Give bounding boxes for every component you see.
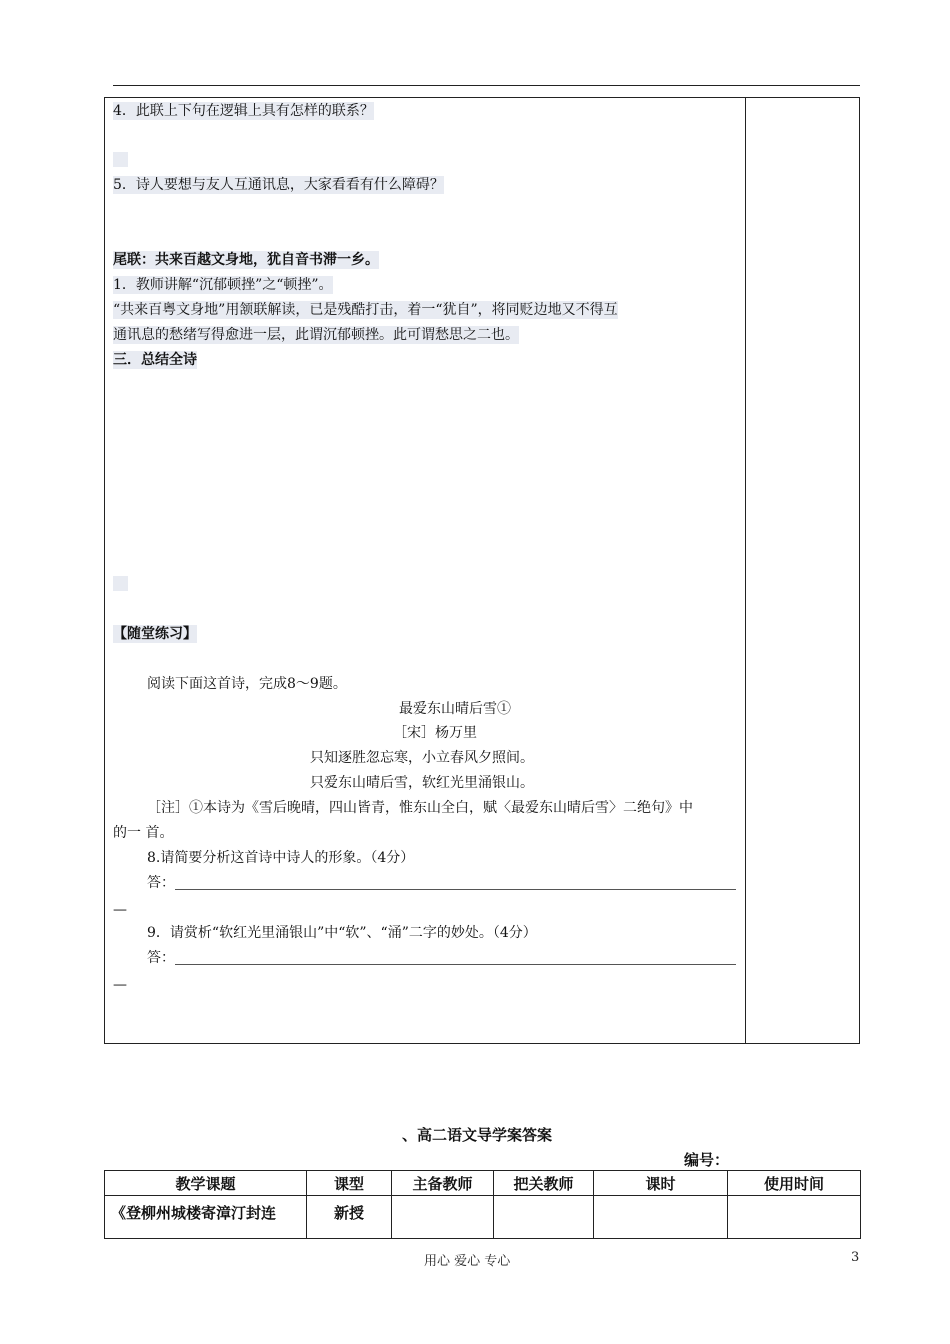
cell-type: 新授 <box>307 1196 392 1239</box>
answer-line-9[interactable] <box>175 964 736 965</box>
header-lead-teacher: 主备教师 <box>392 1171 494 1196</box>
footer-motto: 用心 爱心 专心 <box>424 1254 511 1269</box>
weilian-heading: 尾联：共来百越文身地，犹自音书滞一乡。 <box>113 252 379 268</box>
poem-note-2: 的一 首。 <box>113 825 174 841</box>
header-rule <box>113 85 860 86</box>
header-type: 课型 <box>307 1171 392 1196</box>
blank-marker <box>113 576 128 591</box>
poem-author: ［宋］杨万里 <box>393 725 477 741</box>
course-info-table <box>104 1170 861 1239</box>
weilian-item-1: 1．教师讲解“沉郁顿挫”之“顿挫”。 <box>113 277 333 293</box>
poem-line-1: 只知逐胜忽忘寒，小立春风夕照间。 <box>310 750 534 766</box>
column-divider <box>745 98 746 1043</box>
page-number: 3 <box>851 1250 860 1265</box>
poem-line-2: 只爱东山晴后雪，软红光里涌银山。 <box>310 775 534 791</box>
reading-instruction: 阅读下面这首诗，完成8～9题。 <box>147 676 347 692</box>
practice-heading: 【随堂练习】 <box>113 626 197 642</box>
weilian-text-1: “共来百粤文身地”用颔联解读，已是残酷打击，着一“犹自”，将同贬边地又不得互 <box>113 302 618 318</box>
answer-dash-8: — <box>113 902 127 918</box>
cell-review-teacher <box>494 1196 594 1239</box>
header-periods: 课时 <box>594 1171 728 1196</box>
answer-section-title: 、高二语文导学案答案 <box>402 1126 553 1144</box>
header-review-teacher: 把关教师 <box>494 1171 594 1196</box>
question-9: 9．请赏析“软红光里涌银山”中“软”、“涌”二字的妙处。（4分） <box>147 925 537 941</box>
blank-marker <box>113 152 128 167</box>
poem-note-1: ［注］①本诗为《雪后晚晴，四山皆青，惟东山全白，赋〈最爱东山晴后雪〉二绝句》中 <box>147 800 693 816</box>
question-4: 4．此联上下句在逻辑上具有怎样的联系？ <box>113 103 374 119</box>
serial-number-label: 编号： <box>684 1151 730 1169</box>
answer-dash-9: — <box>113 977 127 993</box>
weilian-text-2: 通讯息的愁绪写得愈进一层，此谓沉郁顿挫。此可谓愁思之二也。 <box>113 327 519 343</box>
answer-line-8[interactable] <box>175 889 736 890</box>
lesson-table <box>104 97 860 1044</box>
question-5: 5．诗人要想与友人互通讯息，大家看看有什么障碍？ <box>113 177 444 193</box>
header-topic: 教学课题 <box>105 1171 307 1196</box>
answer-label-9: 答： <box>147 950 175 966</box>
question-8: 8.请简要分析这首诗中诗人的形象。（4分） <box>147 850 415 866</box>
section-3-heading: 三．总结全诗 <box>113 352 197 368</box>
answer-label-8: 答： <box>147 875 175 891</box>
header-usage-time: 使用时间 <box>728 1171 861 1196</box>
poem-title: 最爱东山晴后雪① <box>399 701 511 717</box>
cell-topic: 《登柳州城楼寄漳汀封连 <box>105 1196 307 1239</box>
cell-lead-teacher <box>392 1196 494 1239</box>
cell-usage-time <box>728 1196 861 1239</box>
cell-periods <box>594 1196 728 1239</box>
